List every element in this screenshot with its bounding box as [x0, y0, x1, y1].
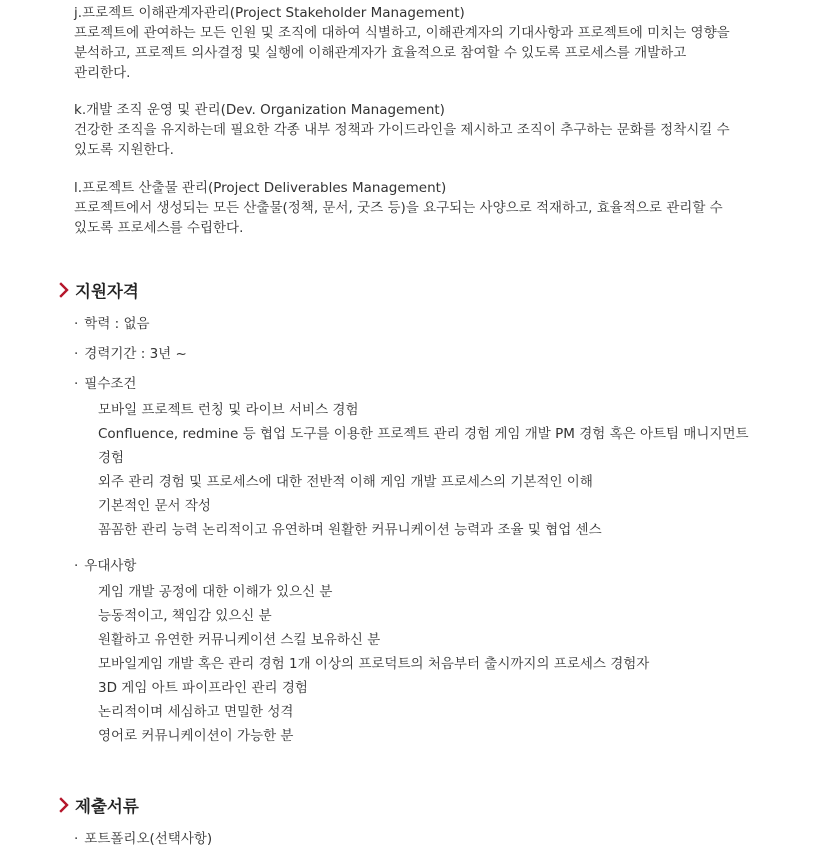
preferred-item: 모바일게임 개발 혹은 관리 경험 1개 이상의 프로덕트의 처음부터 출시까지의 프로세스 경험자: [98, 656, 650, 672]
required-item: 경험: [98, 450, 125, 466]
section-l: [74, 178, 774, 238]
preferred-label-item: [74, 554, 136, 574]
section-j-line: 분석하고, 프로젝트 의사결정 및 실행에 이해관계자가 효율적으로 참여할 수 있도록 프로세스를 개발하고: [74, 45, 687, 61]
section-k-line: 있도록 지원한다.: [74, 142, 174, 158]
document-item: [74, 827, 212, 847]
section-j-line: 관리한다.: [74, 65, 131, 81]
preferred-item: 능동적이고, 책임감 있으신 분: [98, 608, 272, 624]
experience-item: [74, 342, 187, 362]
preferred-label: 우대사항: [84, 558, 137, 574]
bullet-dot: ·: [74, 346, 79, 362]
section-j-line: 프로젝트에 관여하는 모든 인원 및 조직에 대하여 식별하고, 이해관계자의 기대사항과 프로젝트에 미치는 영향을: [74, 25, 730, 41]
section-j: [74, 3, 774, 83]
section-l-line: 있도록 프로세스를 수립한다.: [74, 220, 244, 236]
preferred-item: 3D 게임 아트 파이프라인 관리 경험: [98, 680, 308, 696]
required-item: 기본적인 문서 작성: [98, 498, 211, 514]
preferred-item: 원활하고 유연한 커뮤니케이션 스킬 보유하신 분: [98, 632, 381, 648]
required-item: Confluence, redmine 등 협업 도구를 이용한 프로젝트 관리 경험 게임 개발 PM 경험 혹은 아트팀 매니지먼트: [98, 426, 749, 442]
document-text: 포트폴리오(선택사항): [84, 831, 213, 847]
section-k: [74, 100, 774, 160]
chevron-right-icon: [56, 282, 72, 298]
required-label-item: [74, 372, 136, 392]
documents-heading: [56, 793, 139, 817]
qualifications-title: 지원자격: [75, 282, 139, 301]
section-k-line: 건강한 조직을 유지하는데 필요한 각종 내부 정책과 가이드라인을 제시하고 조직이 추구하는 문화를 정착시킬 수: [74, 122, 730, 138]
bullet-dot: ·: [74, 316, 79, 332]
required-item: 모바일 프로젝트 런칭 및 라이브 서비스 경험: [98, 402, 359, 418]
bullet-dot: ·: [74, 376, 79, 392]
required-label: 필수조건: [84, 376, 137, 392]
education-text: 학력 : 없음: [84, 316, 150, 332]
bullet-dot: ·: [74, 558, 79, 574]
bullet-dot: ·: [74, 831, 79, 847]
section-l-line: 프로젝트에서 생성되는 모든 산출물(정책, 문서, 굿즈 등)을 요구되는 사양으로 적재하고, 효율적으로 관리할 수: [74, 200, 723, 216]
documents-title: 제출서류: [75, 797, 139, 816]
education-item: [74, 312, 150, 332]
section-k-title: k.개발 조직 운영 및 관리(Dev. Organization Management): [74, 102, 445, 118]
chevron-right-icon: [56, 797, 72, 813]
required-item: 외주 관리 경험 및 프로세스에 대한 전반적 이해 게임 개발 프로세스의 기본적인 이해: [98, 474, 593, 490]
section-j-title: j.프로젝트 이해관계자관리(Project Stakeholder Management): [74, 5, 465, 21]
preferred-item: 영어로 커뮤니케이션이 가능한 분: [98, 728, 294, 744]
experience-text: 경력기간 : 3년 ~: [84, 346, 187, 362]
qualifications-heading: [56, 278, 139, 302]
required-item: 꼼꼼한 관리 능력 논리적이고 유연하며 원활한 커뮤니케이션 능력과 조율 및 협업 센스: [98, 522, 602, 538]
section-l-title: l.프로젝트 산출물 관리(Project Deliverables Management): [74, 180, 447, 196]
preferred-item: 게임 개발 공정에 대한 이해가 있으신 분: [98, 584, 333, 600]
preferred-item: 논리적이며 세심하고 면밀한 성격: [98, 704, 294, 720]
